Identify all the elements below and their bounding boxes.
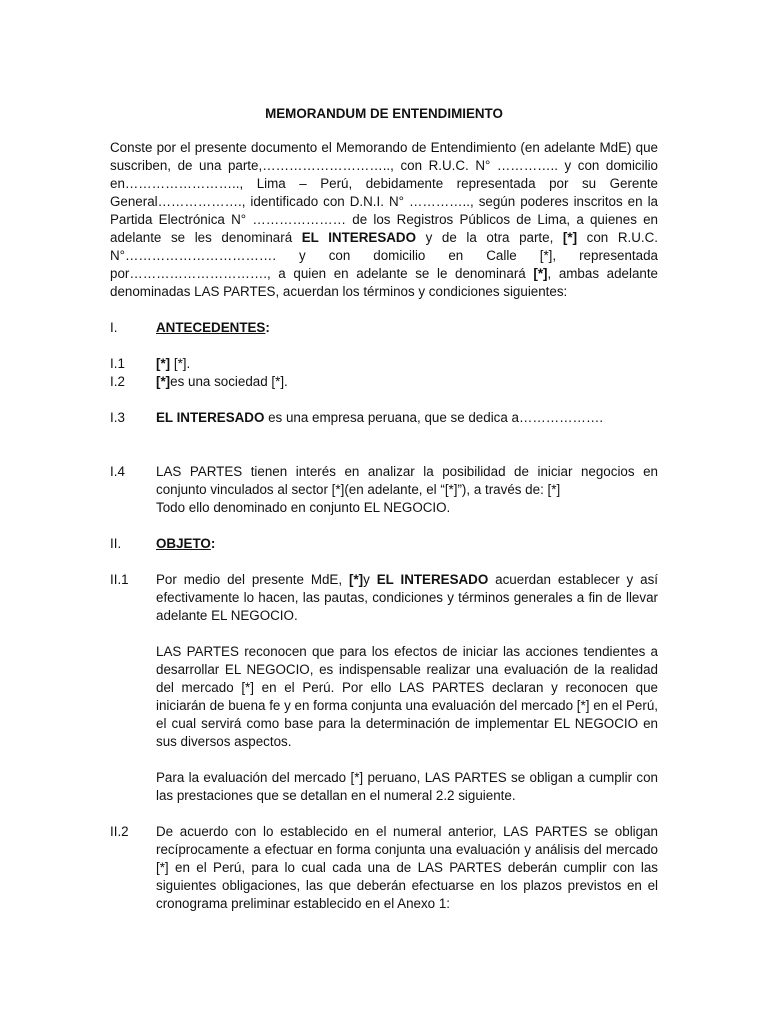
intro-bold-interesado: EL INTERESADO bbox=[301, 230, 417, 245]
intro-text-4: , ambas adelante denominadas LAS PARTES, acuerdan los términos y condiciones siguientes: bbox=[110, 266, 659, 299]
intro-paragraph bbox=[110, 139, 658, 301]
intro-text-1: Conste por el presente documento el Memorando de Entendimiento (en adelante MdE) que suscriben, de una parte,……………………….., con R.U.C. N° ………….. y con domicilio en…………………….., Lima – Perú, debidamente representada por su Gerente General………………., identificado con D.N.I. N° ………….., según poderes inscritos en la Partida Electrónica N° ………………… de los Registros Públicos de Lima, a quienes en adelante se les denominará bbox=[110, 140, 658, 245]
item-i1: I.1 [*] [*]. bbox=[110, 356, 191, 371]
section-1-heading-row: I. ANTECEDENTES: bbox=[110, 320, 270, 335]
item-number: I.1 bbox=[110, 356, 125, 371]
item-number: II.1 bbox=[110, 572, 129, 587]
item-ii1-paragraph-1: Por medio del presente MdE, [*]y EL INTERESADO acuerdan establecer y así efectivamente lo hacen, las pautas, condiciones y términos generales a fin de llevar adelante EL NEGOCIO. bbox=[156, 572, 658, 623]
document-page bbox=[110, 105, 658, 913]
item-i2: I.2 [*]es una sociedad [*]. bbox=[110, 374, 288, 389]
item-ii2 bbox=[110, 823, 658, 913]
item-i3: I.3 EL INTERESADO es una empresa peruana, que se dedica a………………. bbox=[110, 410, 604, 425]
item-ii1-paragraph-3: Para la evaluación del mercado [*] peruano, LAS PARTES se obligan a cumplir con las prestaciones que se detallan en el numeral 2.2 siguiente. bbox=[156, 770, 658, 803]
item-ii1-paragraph-2: LAS PARTES reconocen que para los efectos de iniciar las acciones tendientes a desarrollar EL NEGOCIO, es indispensable realizar una evaluación de la realidad del mercado [*] en el Perú. Por ello LAS PARTES declaran y reconocen que iniciarán de buena fe y en forma conjunta una evaluación del mercado [*] en el Perú, el cual servirá como base para la determinación de implementar EL NEGOCIO en sus diversos aspectos. bbox=[156, 644, 658, 749]
item-ii1 bbox=[110, 571, 658, 805]
section-1-heading: ANTECEDENTES bbox=[156, 320, 266, 335]
item-i4 bbox=[110, 463, 658, 517]
intro-bold-placeholder-2: [*] bbox=[533, 266, 548, 281]
item-i4-text-2: Todo ello denominado en conjunto EL NEGOCIO. bbox=[156, 500, 451, 515]
document-title: MEMORANDUM DE ENTENDIMIENTO bbox=[265, 106, 503, 121]
item-number: I.3 bbox=[110, 410, 125, 425]
section-2-heading: OBJETO bbox=[156, 536, 211, 551]
intro-bold-placeholder-1: [*] bbox=[562, 230, 578, 245]
item-number: I.4 bbox=[110, 464, 125, 479]
section-1-number: I. bbox=[110, 320, 118, 335]
section-2-heading-row: II. OBJETO: bbox=[110, 536, 216, 551]
intro-text-3: con R.U.C. N°……………………………. y con domicilio en Calle [*], representada por…………………………., a quien en adelante se le denominará bbox=[110, 230, 659, 281]
item-ii2-text: De acuerdo con lo establecido en el numeral anterior, LAS PARTES se obligan recíprocamente a efectuar en forma conjunta una evaluación y análisis del mercado [*] en el Perú, para lo cual cada una de LAS PARTES deberán cumplir con las siguientes obligaciones, las que deberán efectuarse en los plazos previstos en el cronograma preliminar establecido en el Anexo 1: bbox=[156, 824, 658, 911]
section-2-number: II. bbox=[110, 536, 122, 551]
item-number: II.2 bbox=[110, 824, 129, 839]
item-i4-text: LAS PARTES tienen interés en analizar la posibilidad de iniciar negocios en conjunto vinculados al sector [*](en adelante, el “[*]”), a través de: [*] bbox=[156, 464, 658, 497]
intro-text-2: y de la otra parte, bbox=[416, 230, 563, 245]
item-number: I.2 bbox=[110, 374, 125, 389]
